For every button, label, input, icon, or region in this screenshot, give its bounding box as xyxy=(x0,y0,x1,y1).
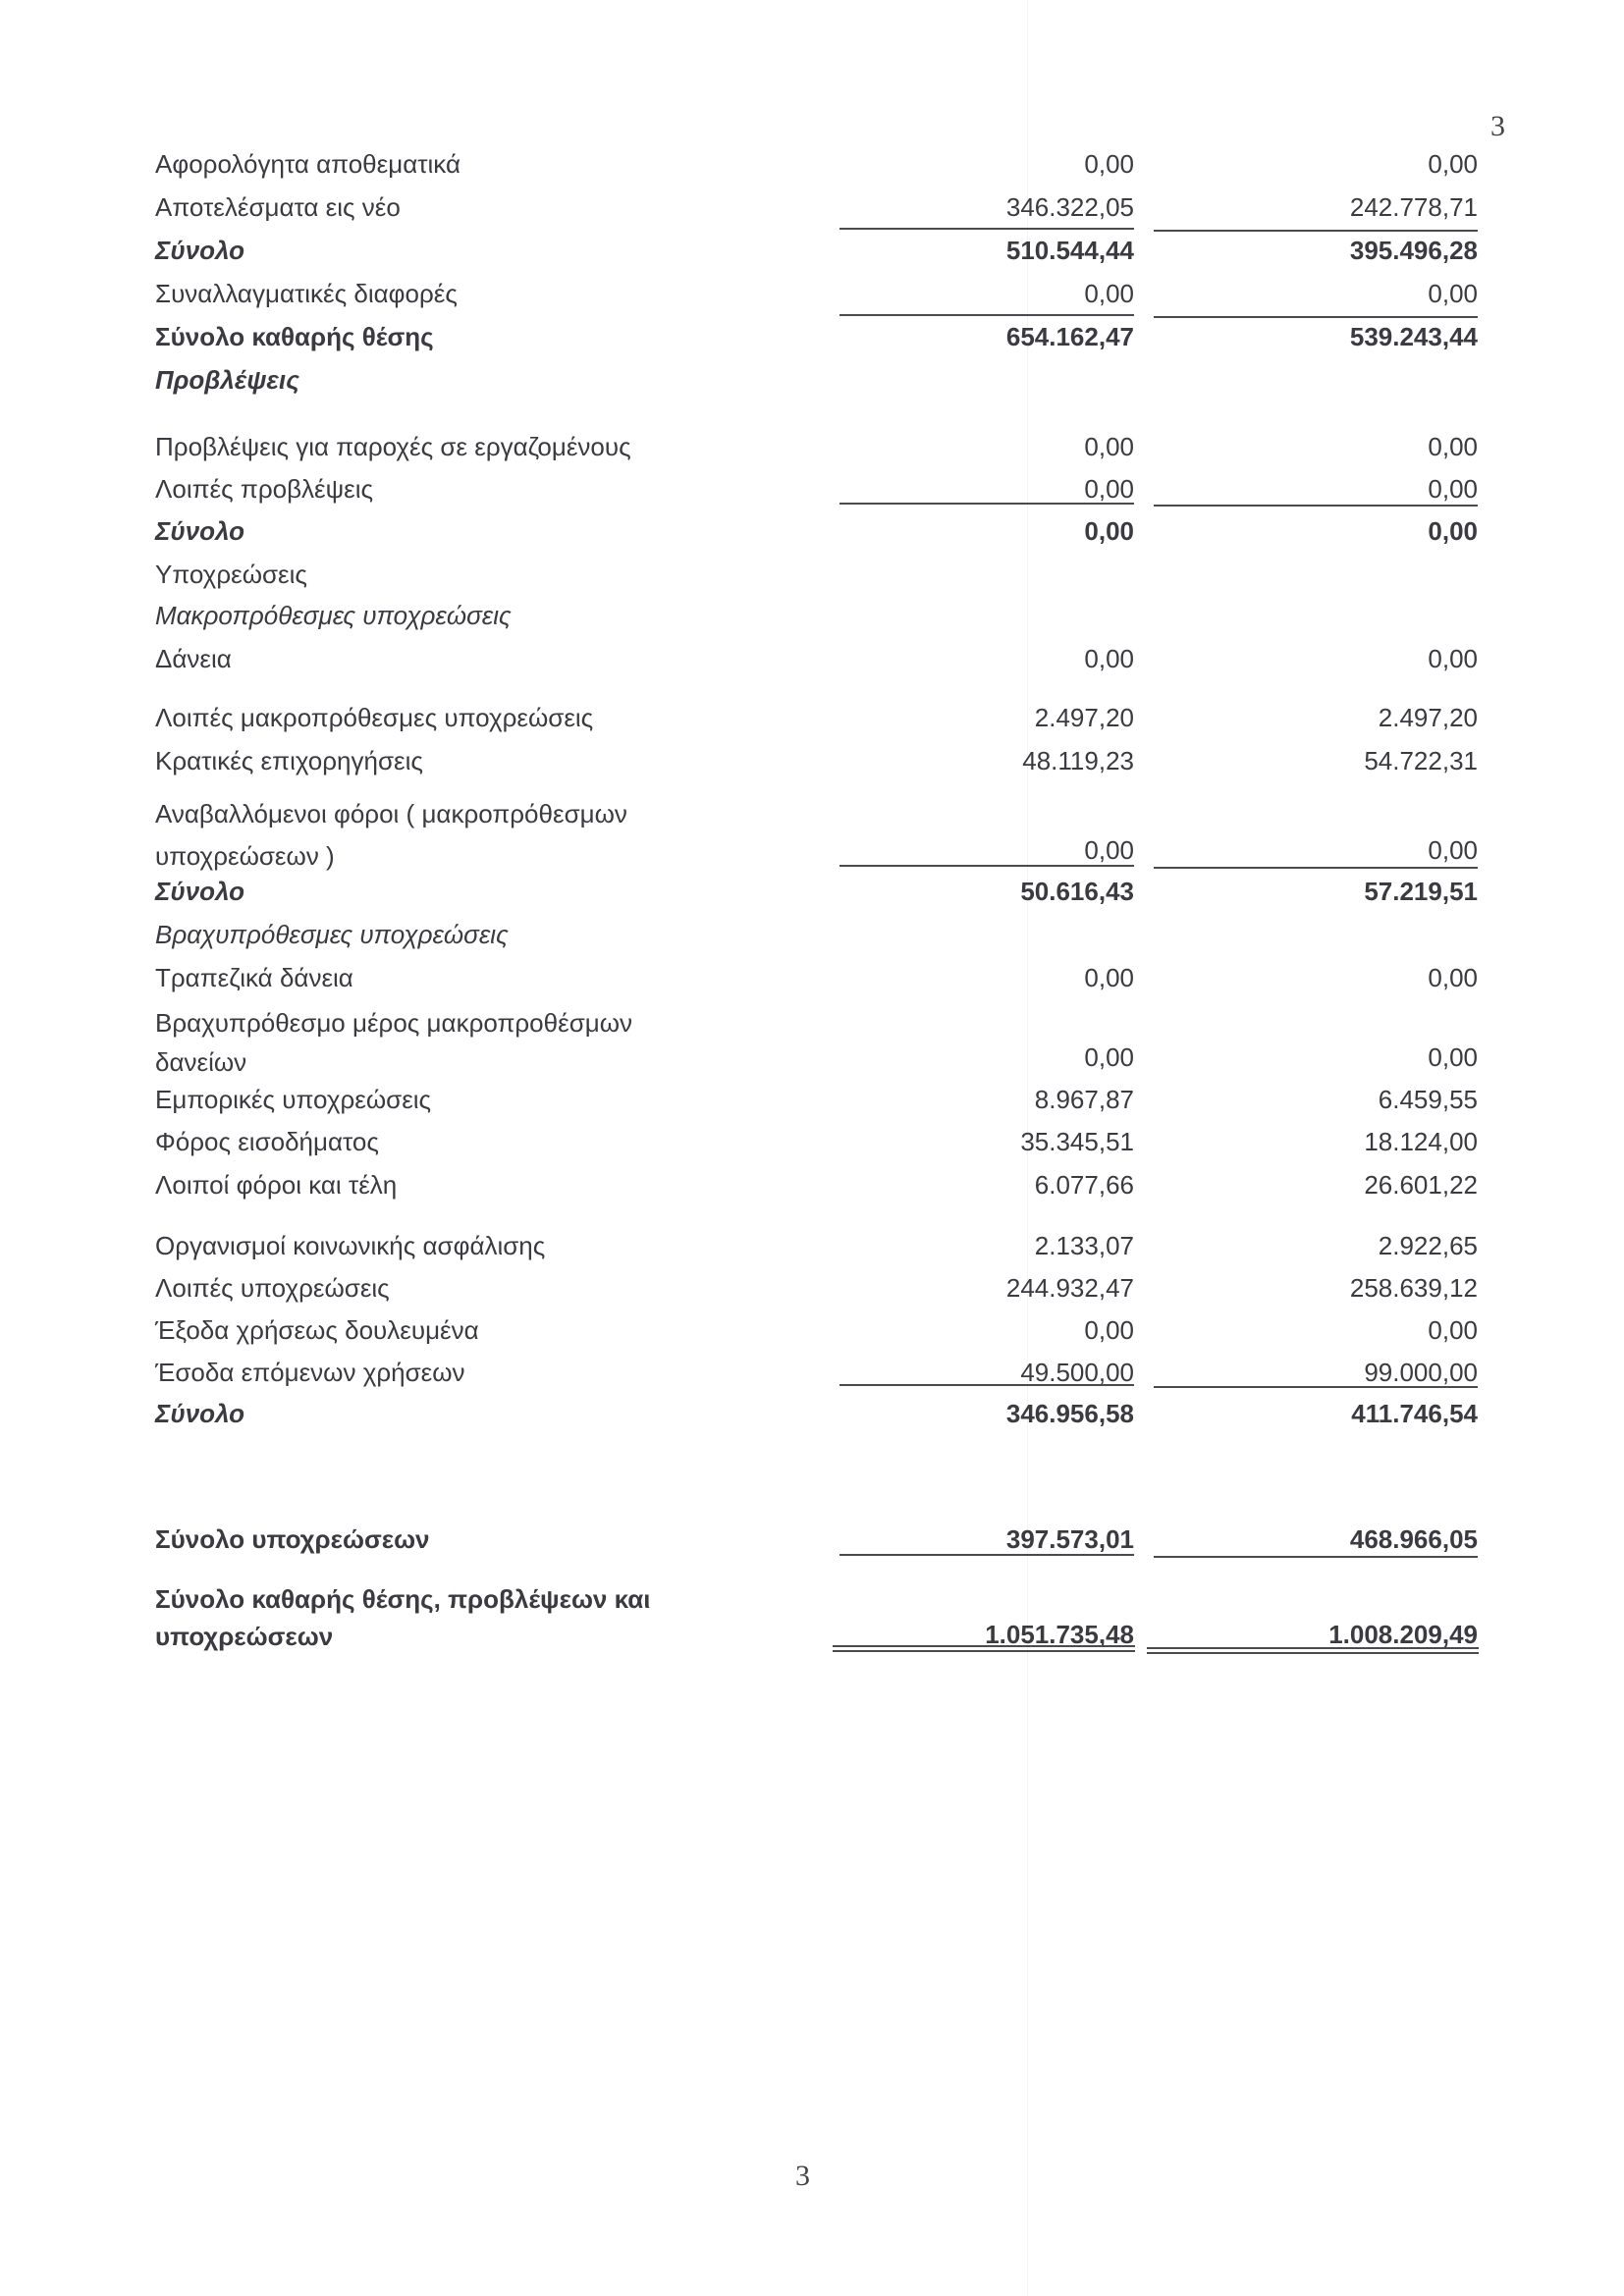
subtotal-rule xyxy=(1154,316,1478,318)
subtotal-rule xyxy=(839,314,1134,316)
row-label: Δάνεια xyxy=(155,644,232,673)
value-prior-year: 6.459,55 xyxy=(1378,1085,1478,1114)
row-label: Αφορολόγητα αποθεματικά xyxy=(155,149,460,179)
row-label: Φόρος εισοδήματος xyxy=(155,1127,379,1156)
total-rule xyxy=(1154,1556,1478,1558)
value-prior-year: 0,00 xyxy=(1428,149,1478,179)
value-prior-year: 0,00 xyxy=(1428,835,1478,865)
row-label: Σύνολο xyxy=(155,1399,245,1428)
value-current-year: 0,00 xyxy=(1084,1315,1134,1345)
value-current-year: 0,00 xyxy=(1084,279,1134,308)
value-current-year: 2.497,20 xyxy=(1034,703,1134,732)
value-current-year: 0,00 xyxy=(1084,474,1134,504)
value-prior-year: 1.008.209,49 xyxy=(1328,1620,1478,1649)
value-current-year: 346.956,58 xyxy=(1005,1399,1134,1428)
value-current-year: 0,00 xyxy=(1084,835,1134,865)
subtotal-rule xyxy=(839,865,1134,867)
subtotal-rule xyxy=(1154,867,1478,869)
value-current-year: 1.051.735,48 xyxy=(985,1620,1134,1649)
value-prior-year: 26.601,22 xyxy=(1364,1170,1478,1200)
row-label: Σύνολο υποχρεώσεων xyxy=(155,1524,430,1554)
row-label: Αναβαλλόμενοι φόροι ( μακροπρόθεσμων υποχρεώσεων ) xyxy=(155,799,627,871)
subtotal-rule xyxy=(839,503,1134,505)
value-prior-year: 0,00 xyxy=(1428,644,1478,673)
value-prior-year: 0,00 xyxy=(1428,1315,1478,1345)
subtotal-rule xyxy=(1154,230,1478,232)
row-label: Βραχυπρόθεσμο μέρος μακροπροθέσμων δανείων xyxy=(155,1008,633,1077)
row-label: Προβλέψεις xyxy=(155,365,299,395)
value-current-year: 244.932,47 xyxy=(1005,1273,1134,1303)
row-label: Λοιποί φόροι και τέλη xyxy=(155,1170,398,1200)
value-current-year: 0,00 xyxy=(1084,432,1134,461)
row-label: Έξοδα χρήσεως δουλευμένα xyxy=(155,1315,479,1345)
row-label: Έσοδα επόμενων χρήσεων xyxy=(155,1358,465,1387)
row-label: Σύνολο xyxy=(155,516,245,546)
value-prior-year: 2.497,20 xyxy=(1378,703,1478,732)
row-label: Οργανισμοί κοινωνικής ασφάλισης xyxy=(155,1231,546,1260)
row-label: Σύνολο xyxy=(155,877,245,906)
value-current-year: 35.345,51 xyxy=(1020,1127,1134,1156)
value-prior-year: 0,00 xyxy=(1428,432,1478,461)
value-current-year: 0,00 xyxy=(1084,644,1134,673)
subtotal-rule xyxy=(839,228,1134,230)
row-label: Εμπορικές υποχρεώσεις xyxy=(155,1085,432,1114)
value-current-year: 48.119,23 xyxy=(1022,746,1134,775)
value-prior-year: 0,00 xyxy=(1428,1042,1478,1072)
value-current-year: 0,00 xyxy=(1084,1042,1134,1072)
value-prior-year: 0,00 xyxy=(1428,516,1478,546)
total-rule xyxy=(839,1554,1134,1556)
value-current-year: 510.544,44 xyxy=(1005,236,1134,265)
value-current-year: 397.573,01 xyxy=(1005,1524,1134,1554)
value-prior-year: 539.243,44 xyxy=(1349,322,1478,351)
row-label: Σύνολο xyxy=(155,236,245,265)
value-prior-year: 0,00 xyxy=(1428,279,1478,308)
row-label: Αποτελέσματα εις νέο xyxy=(155,192,401,222)
value-prior-year: 0,00 xyxy=(1428,474,1478,504)
row-label: Βραχυπρόθεσμες υποχρεώσεις xyxy=(155,920,509,949)
row-label: Τραπεζικά δάνεια xyxy=(155,963,353,992)
value-current-year: 49.500,00 xyxy=(1020,1358,1134,1387)
row-label: Σύνολο καθαρής θέσης xyxy=(155,322,434,351)
value-current-year: 50.616,43 xyxy=(1020,877,1134,906)
row-label: Λοιπές μακροπρόθεσμες υποχρεώσεις xyxy=(155,703,594,732)
value-prior-year: 2.922,65 xyxy=(1378,1231,1478,1260)
value-current-year: 0,00 xyxy=(1084,963,1134,992)
value-prior-year: 258.639,12 xyxy=(1349,1273,1478,1303)
page-number-top: 3 xyxy=(1490,110,1505,142)
value-prior-year: 99.000,00 xyxy=(1364,1358,1478,1387)
value-current-year: 2.133,07 xyxy=(1034,1231,1134,1260)
row-label: Λοιπές υποχρεώσεις xyxy=(155,1273,390,1303)
subtotal-rule xyxy=(1154,1386,1478,1388)
value-prior-year: 411.746,54 xyxy=(1351,1399,1478,1428)
value-current-year: 654.162,47 xyxy=(1005,322,1134,351)
row-label: Σύνολο καθαρής θέσης, προβλέψεων και υποχρεώσεων xyxy=(155,1584,651,1651)
value-prior-year: 468.966,05 xyxy=(1349,1524,1478,1554)
value-current-year: 0,00 xyxy=(1084,149,1134,179)
row-label: Λοιπές προβλέψεις xyxy=(155,474,374,504)
value-current-year: 0,00 xyxy=(1084,516,1134,546)
value-current-year: 6.077,66 xyxy=(1034,1170,1134,1200)
value-prior-year: 395.496,28 xyxy=(1349,236,1478,265)
value-prior-year: 54.722,31 xyxy=(1364,746,1478,775)
row-label: Συναλλαγματικές διαφορές xyxy=(155,279,458,308)
row-label: Μακροπρόθεσμες υποχρεώσεις xyxy=(155,601,512,630)
value-prior-year: 18.124,00 xyxy=(1364,1127,1478,1156)
row-label: Υποχρεώσεις xyxy=(155,560,307,589)
value-current-year: 8.967,87 xyxy=(1034,1085,1134,1114)
subtotal-rule xyxy=(1154,505,1478,507)
value-prior-year: 57.219,51 xyxy=(1364,877,1478,906)
page-number-bottom: 3 xyxy=(795,2160,810,2192)
grand-total-double-rule xyxy=(833,1645,1135,1652)
row-label: Προβλέψεις για παροχές σε εργαζομένους xyxy=(155,432,631,461)
value-prior-year: 242.778,71 xyxy=(1349,192,1478,222)
subtotal-rule xyxy=(839,1384,1134,1386)
row-label: Κρατικές επιχορηγήσεις xyxy=(155,746,423,775)
value-prior-year: 0,00 xyxy=(1428,963,1478,992)
grand-total-double-rule xyxy=(1147,1647,1479,1654)
value-current-year: 346.322,05 xyxy=(1005,192,1134,222)
